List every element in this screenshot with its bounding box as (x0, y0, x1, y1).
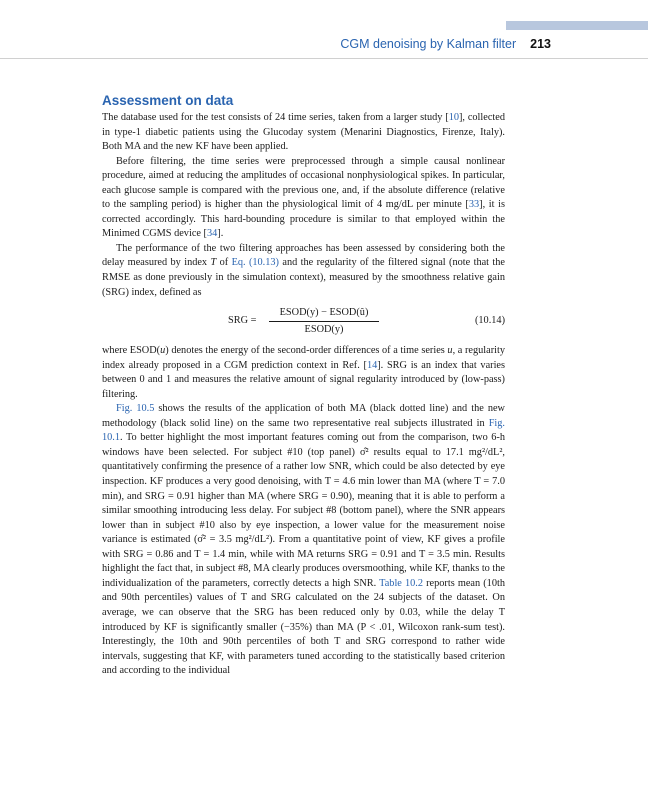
equation-link[interactable]: Eq. (10.13) (231, 257, 279, 269)
table-link[interactable]: Table 10.2 (379, 577, 424, 589)
running-head (0, 37, 551, 51)
running-title: CGM denoising by Kalman filter (340, 37, 517, 51)
body-text (102, 111, 505, 679)
citation-link[interactable]: 14 (366, 359, 378, 371)
citation-link[interactable]: 33 (468, 199, 480, 211)
equation-fraction (269, 306, 379, 337)
paragraph-2: Before filtering, the time series were preprocessed through a simple causal nonlinear procedure, aimed at reducing the amplitudes of occasional nonphysiological spikes. In particular, each glucose sample is compared with the previous one, and, if the absolute difference (relative to the sampling period) is higher than the physiological limit of 4 mg/dL per minute [33], it is corrected accordingly. This hard-bounding procedure is similar to that employed within the Minimed CGMS device [34]. (102, 155, 505, 240)
paragraph-4: where ESOD(u) denotes the energy of the second-order differences of a time series u, a regularity index already proposed in a CGM prediction context in Ref. [14]. SRG is an index that varies between 0 and 1 and measures the relative amount of signal regularity introduced by (low-pass) filtering. (102, 345, 506, 400)
equation-numerator: ESOD(y) − ESOD(û) (269, 306, 379, 322)
equation-denominator: ESOD(y) (304, 324, 344, 336)
header-accent-bar (506, 21, 648, 30)
equation-10-14 (102, 306, 505, 336)
section-title: Assessment on data (102, 93, 234, 108)
header-rule (0, 58, 648, 59)
page-number: 213 (530, 37, 551, 51)
paragraph-1: The database used for the test consists of 24 time series, taken from a larger study [10], collected in type-1 diabetic patients using the Glucoday system (Menarini Diagnostics, Firenze, Italy). Both MA and the new KF have been applied. (102, 112, 505, 153)
paragraph-3: The performance of the two filtering approaches has been assessed by considering both the delay measured by index T of Eq. (10.13) and the regularity of the filtered signal (note that the RMSE as done previously in the simulation context), measured by the smoothness relative gain (SRG) index, defined as (102, 242, 505, 298)
citation-link[interactable]: 10 (448, 112, 459, 123)
paragraph-5: Fig. 10.5 shows the results of the application of both MA (black dotted line) and the new methodology (black solid line) on the same two representative real subjects illustrated in Fig. 10.1. To better highlight the most important features coming out from the comparison, two 6-h windows have been selected. For subject #10 (top panel) σ̂² results equal to 17.1 mg²/dL², quantitatively confirming the presence of a rather low SNR, which could be also detected by eye inspection. KF produces a very good denoising, with T = 4.6 min lower than MA (where T = 7.0 min), and SRG = 0.91 higher than MA (where SRG = 0.90), meaning that it is able to perform a similar smoothing introducing less delay. For subject #8 (bottom panel), where the SNR appears lower than in subject #10 also by eye inspection, a lower value for the measurement noise variance is estimated (σ̂² = 3.5 mg²/dL²). From a quantitative point of view, KF gives a profile with SRG = 0.86 and T = 1.4 min, while with MA returns SRG = 0.91 and T = 3.5 min. Results highlight the fact that, in subject #8, MA clearly produces oversmoothing, while KF, thanks to the individualization of the parameters, correctly detects a high SNR. Table 10.2 reports mean (10th and 90th percentiles) values of T and SRG calculated on the 24 subjects of the dataset. On average, we can observe that the SRG has been reduced only by 0.03, while the delay T introduced by KF is significantly smaller (−35%) than MA (P < .01, Wilcoxon rank-sum test). Interestingly, the 10th and 90th percentiles of both T and SRG correspond to rather wide intervals, suggesting that KF, with parameters tuned according to the statistically based criterion and according to the individual (102, 403, 505, 677)
equation-number: (10.14) (474, 315, 505, 327)
figure-link[interactable]: Fig. 10.5 (116, 403, 155, 415)
figure-link[interactable]: Fig. 10.1 (102, 417, 505, 444)
equation-lhs: SRG = (228, 315, 257, 327)
citation-link[interactable]: 34 (206, 228, 218, 240)
